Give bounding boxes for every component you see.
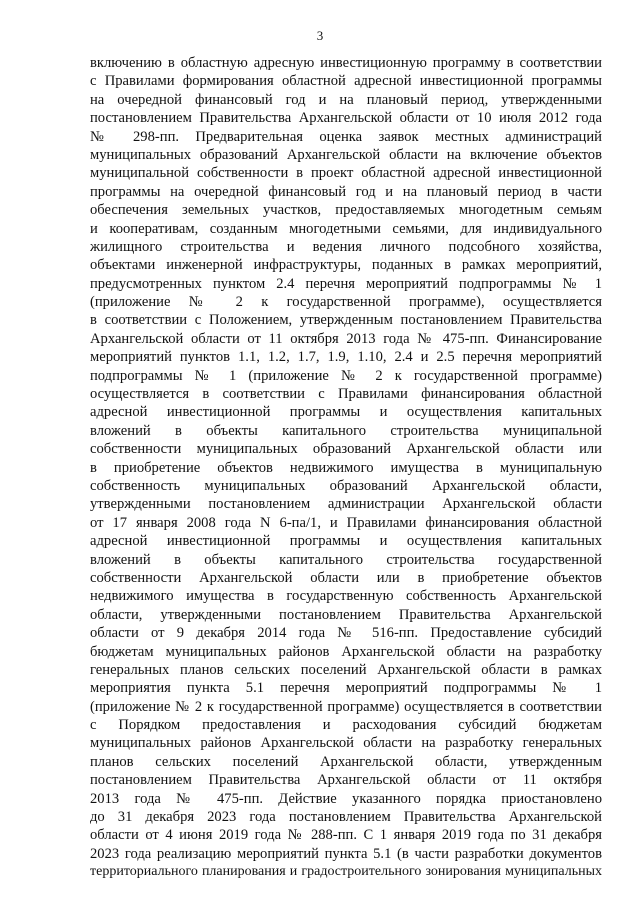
- text-line: утвержденными постановлением администрации Архангельской области: [90, 496, 602, 513]
- text-line: от 17 января 2008 года N 6-па/1, и Правилами финансирования областной: [90, 514, 602, 531]
- text-line: подпрограммы № 1 (приложение № 2 к государственной программе): [90, 367, 602, 384]
- document-body: [90, 54, 602, 882]
- text-line: области, утвержденными постановлением Правительства Архангельской: [90, 606, 602, 623]
- text-line: Архангельской области от 11 октября 2013 года № 475-пп. Финансирование: [90, 330, 602, 347]
- text-line: вложений в объекты капитального строительства муниципальной: [90, 422, 602, 439]
- text-line: с Правилами формирования областной адресной инвестиционной программы: [90, 73, 602, 90]
- text-line: включению в областную адресную инвестиционную программу в соответствии: [90, 55, 602, 71]
- text-line: адресной инвестиционной программы и осуществления капитальных: [90, 533, 602, 550]
- text-line: (приложение № 2 к государственной программе), осуществляется: [90, 294, 602, 311]
- text-line: бюджетам муниципальных районов Архангельской области на разработку: [90, 643, 602, 660]
- page-number: 3: [316, 28, 324, 43]
- text-line: с Порядком предоставления и расходования субсидий бюджетам: [90, 717, 602, 734]
- text-line: на очередной финансовый год и на плановый период, утвержденными: [90, 91, 602, 108]
- text-line: собственность муниципальных образований Архангельской области,: [90, 477, 602, 494]
- text-line: обеспечения земельных участков, предоставляемых многодетным семьям: [90, 202, 602, 219]
- text-line: мероприятий пунктов 1.1, 1.2, 1.7, 1.9, 1.10, 2.4 и 2.5 перечня мероприятий: [90, 349, 602, 366]
- text-line: постановлением Правительства Архангельской области от 10 июля 2012 года: [90, 110, 602, 127]
- text-line: жилищного строительства и ведения личного подсобного хозяйства,: [90, 238, 602, 255]
- text-line: объектами инженерной инфраструктуры, поданных в рамках мероприятий,: [90, 257, 602, 274]
- text-line: недвижимого имущества в государственную собственность Архангельской: [90, 588, 602, 605]
- text-line: и кооперативам, созданным многодетными семьями, для индивидуального: [90, 220, 602, 237]
- text-line: предусмотренных пунктом 2.4 перечня мероприятий подпрограммы № 1: [90, 275, 602, 292]
- text-line: области от 9 декабря 2014 года № 516-пп. Предоставление субсидий: [90, 625, 602, 642]
- text-line: муниципальных образований Архангельской области на включение объектов: [90, 146, 602, 163]
- text-line: до 31 декабря 2023 года постановлением Правительства Архангельской: [90, 809, 602, 826]
- text-line: постановлением Правительства Архангельской области от 11 октября: [90, 772, 602, 789]
- text-line: планов сельских поселений Архангельской области, утвержденным: [90, 753, 602, 770]
- text-line: собственности Архангельской области или в приобретение объектов: [90, 569, 602, 586]
- text-line: муниципальной собственности в проект областной адресной инвестиционной: [90, 165, 602, 182]
- text-line: (приложение № 2 к государственной программе) осуществляется в соответствии: [90, 698, 602, 715]
- text-line: адресной инвестиционной программы и осуществления капитальных: [90, 404, 602, 421]
- text-line: 2023 года реализацию мероприятий пункта 5.1 (в части разработки документов: [90, 845, 602, 862]
- text-line: вложений в объекты капитального строительства государственной: [90, 551, 602, 568]
- text-line: генеральных планов сельских поселений Архангельской области в рамках: [90, 661, 602, 678]
- text-line: территориального планирования и градостроительного зонирования муниципальных: [90, 864, 602, 880]
- text-line: программы на очередной финансовый год и на плановый период в части: [90, 183, 602, 200]
- text-line: мероприятия пункта 5.1 перечня мероприятий подпрограммы № 1: [90, 680, 602, 697]
- text-line: области от 4 июня 2019 года № 288-пп. С 1 января 2019 года по 31 декабря: [90, 827, 602, 844]
- text-line: собственности муниципальных образований Архангельской области или: [90, 441, 602, 458]
- text-line: в соответствии с Положением, утвержденным постановлением Правительства: [90, 312, 602, 329]
- text-line: муниципальных районов Архангельской области на разработку генеральных: [90, 735, 602, 752]
- text-line: № 298-пп. Предварительная оценка заявок местных администраций: [90, 128, 602, 145]
- text-line: в приобретение объектов недвижимого имущества в муниципальную: [90, 459, 602, 476]
- text-line: осуществляется в соответствии с Правилами финансирования областной: [90, 386, 602, 403]
- text-line: 2013 года № 475-пп. Действие указанного порядка приостановлено: [90, 790, 602, 807]
